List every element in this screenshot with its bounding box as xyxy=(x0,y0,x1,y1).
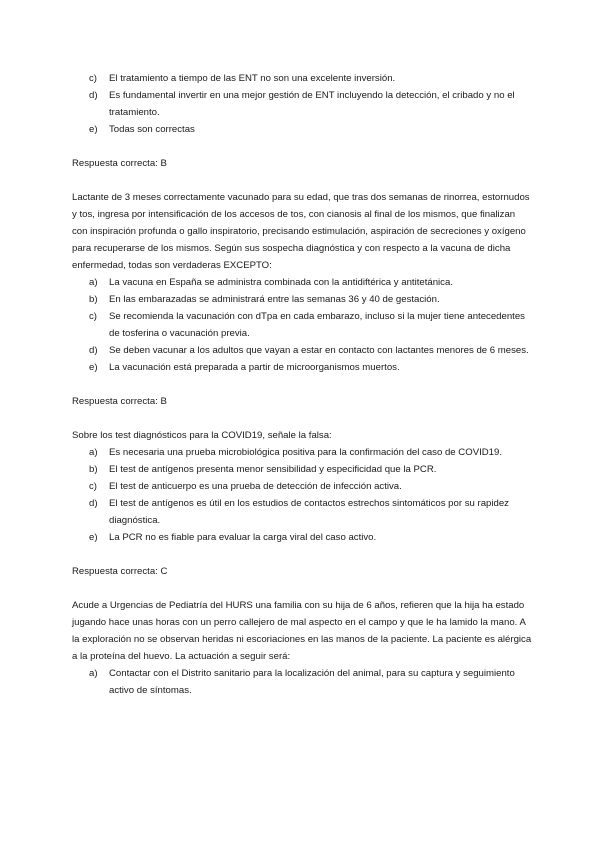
option-text: El tratamiento a tiempo de las ENT no son una excelente inversión. xyxy=(109,73,396,84)
option-text: La vacuna en España se administra combinada con la antidiftérica y antitetánica. xyxy=(109,277,453,288)
option-letter: c) xyxy=(89,481,97,492)
option-letter: d) xyxy=(89,498,98,509)
option-text: Se recomienda la vacunación con dTpa en cada embarazo, incluso si la mujer tiene antecedentes de tosferina o vacunación previa. xyxy=(109,311,525,339)
answer-1: Respuesta correcta: B xyxy=(72,158,167,169)
option-letter: e) xyxy=(89,532,98,543)
option-text: El test de antígenos presenta menor sensibilidad y especificidad que la PCR. xyxy=(109,464,437,475)
option-letter: a) xyxy=(89,277,98,288)
option-d xyxy=(72,495,532,529)
answer-3: Respuesta correcta: C xyxy=(72,566,168,577)
option-letter: c) xyxy=(89,73,97,84)
option-text: El test de anticuerpo es una prueba de detección de infección activa. xyxy=(109,481,402,492)
question-3-stem: Sobre los test diagnósticos para la COVID19, señale la falsa: xyxy=(72,430,332,441)
option-letter: b) xyxy=(89,464,98,475)
option-text: El test de antígenos es útil en los estudios de contactos estrechos sintomáticos por su rapidez diagnóstica. xyxy=(109,498,509,526)
answer-2: Respuesta correcta: B xyxy=(72,396,167,407)
option-letter: a) xyxy=(89,668,98,679)
option-e xyxy=(72,121,532,138)
option-text: Es necesaria una prueba microbiológica positiva para la confirmación del caso de COVID19. xyxy=(109,447,503,458)
option-letter: c) xyxy=(89,311,97,322)
option-e xyxy=(72,359,532,376)
option-text: Se deben vacunar a los adultos que vayan a estar en contacto con lactantes menores de 6 meses. xyxy=(109,345,529,356)
option-a xyxy=(72,665,532,699)
option-e xyxy=(72,529,532,546)
option-text: Es fundamental invertir en una mejor gestión de ENT incluyendo la detección, el cribado y no el tratamiento. xyxy=(109,90,515,118)
option-a xyxy=(72,274,532,291)
option-c xyxy=(72,308,532,342)
question-4-options xyxy=(72,665,532,699)
option-text: Contactar con el Distrito sanitario para la localización del animal, para su captura y seguimiento activo de síntomas. xyxy=(109,668,515,696)
option-b xyxy=(72,461,532,478)
document-page xyxy=(72,70,532,699)
option-text: La vacunación está preparada a partir de microorganismos muertos. xyxy=(109,362,400,373)
option-letter: e) xyxy=(89,362,98,373)
question-3-options xyxy=(72,444,532,546)
option-text: La PCR no es fiable para evaluar la carga viral del caso activo. xyxy=(109,532,377,543)
option-c xyxy=(72,70,532,87)
option-b xyxy=(72,291,532,308)
option-letter: b) xyxy=(89,294,98,305)
option-letter: d) xyxy=(89,90,98,101)
option-d xyxy=(72,87,532,121)
option-c xyxy=(72,478,532,495)
question-2-options xyxy=(72,274,532,376)
option-text: Todas son correctas xyxy=(109,124,195,135)
option-letter: d) xyxy=(89,345,98,356)
option-a xyxy=(72,444,532,461)
option-text: En las embarazadas se administrará entre las semanas 36 y 40 de gestación. xyxy=(109,294,440,305)
question-4-stem: Acude a Urgencias de Pediatría del HURS una familia con su hija de 6 años, refieren que la hija ha estado jugando hace unas horas con un perro callejero de mal aspecto en el campo y que le ha lamido la mano. A la exploración no se observan heridas ni escoriaciones en las manos de la paciente. La paciente es alérgica a la proteína del huevo. La actuación a seguir será: xyxy=(72,600,532,662)
question-2-stem: Lactante de 3 meses correctamente vacunado para su edad, que tras dos semanas de rinorrea, estornudos y tos, ingresa por intensificación de los accesos de tos, con cianosis al final de los mismos, que finalizan con inspiración profunda o gallo inspiratorio, precisando estimulación, aspiración de secreciones y oxígeno para recuperarse de los mismos. Según sus sospecha diagnóstica y con respecto a la vacuna de dicha enfermedad, todas son verdaderas EXCEPTO: xyxy=(72,192,530,271)
option-d xyxy=(72,342,532,359)
question-1-options xyxy=(72,70,532,138)
option-letter: e) xyxy=(89,124,98,135)
option-letter: a) xyxy=(89,447,98,458)
